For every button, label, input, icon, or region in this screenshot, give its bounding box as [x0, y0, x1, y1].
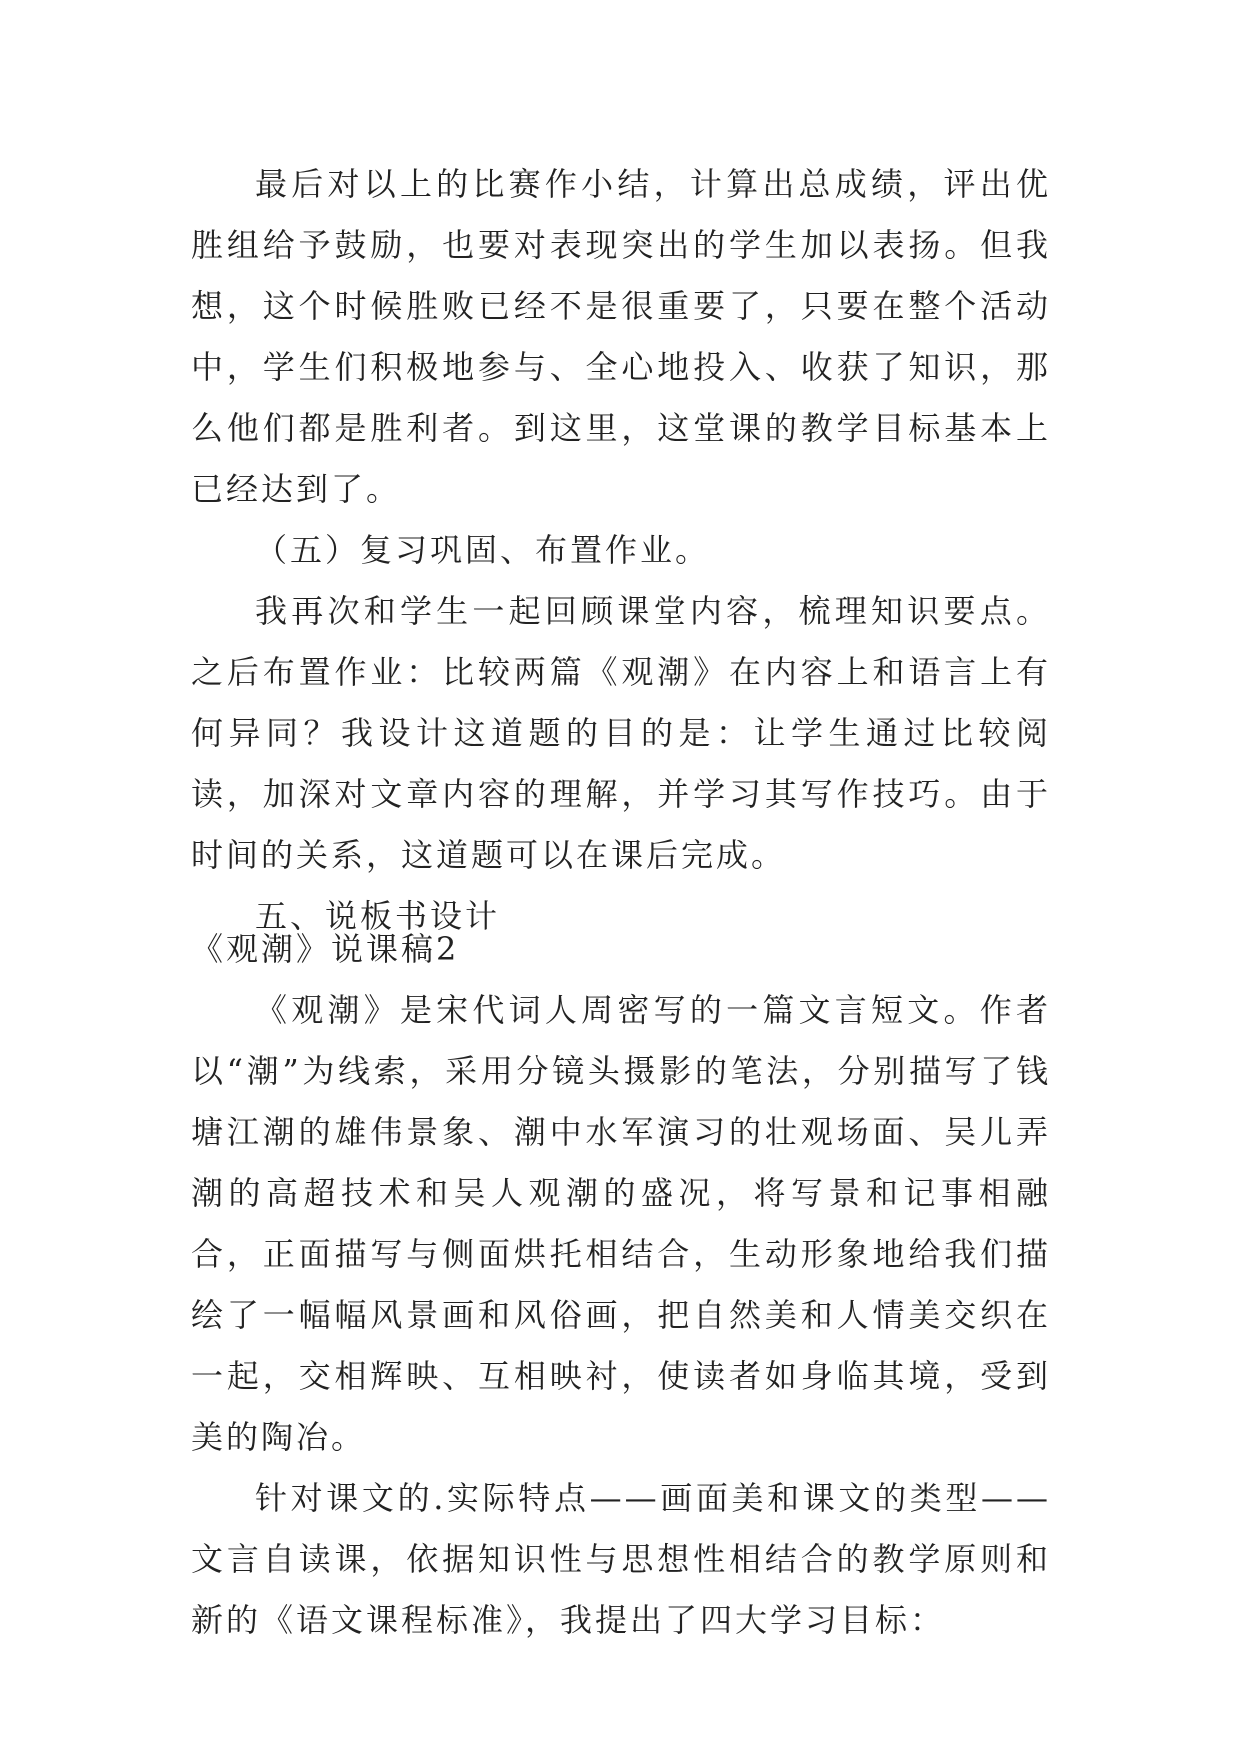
paragraph-summary: 最后对以上的比赛作小结，计算出总成绩，评出优胜组给予鼓励，也要对表现突出的学生加以表扬。但我想，这个时候胜败已经不是很重要了，只要在整个活动中，学生们积极地参与、全心地投入、收获了知识，那么他们都是胜利者。到这里，这堂课的教学目标基本上已经达到了。: [191, 165, 1051, 508]
document-title: 《观潮》说课稿2: [191, 930, 460, 968]
paragraph-objectives-intro: 针对课文的.实际特点——画面美和课文的类型——文言自读课，依据知识性与思想性相结合的教学原则和新的《语文课程标准》，我提出了四大学习目标：: [191, 1479, 1051, 1639]
section-lesson-process: [191, 154, 1051, 947]
paragraph-homework: 我再次和学生一起回顾课堂内容，梳理知识要点。之后布置作业：比较两篇《观潮》在内容上和语言上有何异同？我设计这道题的目的是：让学生通过比较阅读，加深对文章内容的理解，并学习其写作技巧。由于时间的关系，这道题可以在课后完成。: [191, 592, 1051, 874]
section-lesson-draft-2: [191, 919, 1051, 1651]
heading-review-homework: （五）复习巩固、布置作业。: [255, 531, 711, 569]
paragraph-text-analysis: 《观潮》是宋代词人周密写的一篇文言短文。作者以“潮”为线索，采用分镜头摄影的笔法，分别描写了钱塘江潮的雄伟景象、潮中水军演习的壮观场面、吴儿弄潮的高超技术和吴人观潮的盛况，将写景和记事相融合，正面描写与侧面烘托相结合，生动形象地给我们描绘了一幅幅风景画和风俗画，把自然美和人情美交织在一起，交相辉映、互相映衬，使读者如身临其境，受到美的陶冶。: [191, 991, 1051, 1456]
heading-board-design: 五、说板书设计: [255, 897, 501, 935]
